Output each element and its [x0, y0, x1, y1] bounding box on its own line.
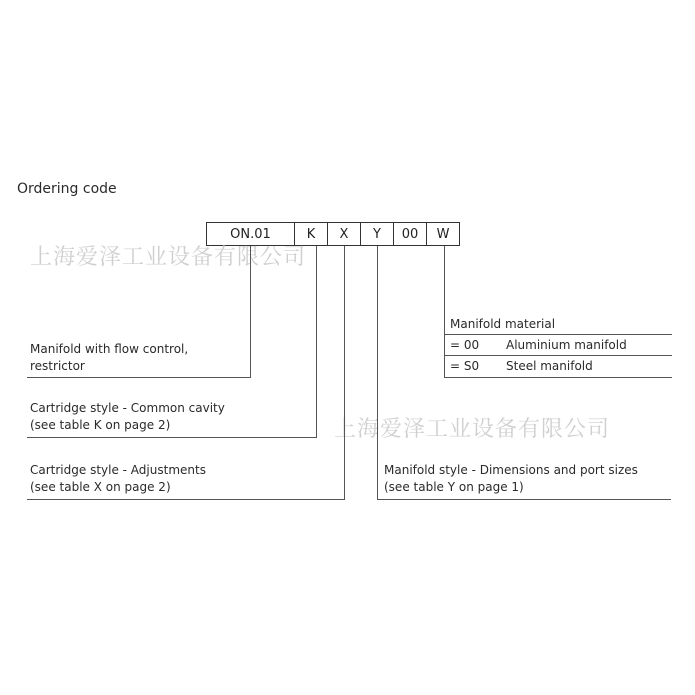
manifold-description-line1: Manifold with flow control, — [30, 342, 189, 356]
manifold-description — [30, 341, 188, 375]
material-code: = S0 — [450, 359, 480, 373]
manifold-material-heading-row — [444, 313, 672, 334]
manifold-style-line1: Manifold style - Dimensions and port sizes — [384, 463, 638, 477]
material-table-bottom-border — [444, 377, 672, 378]
material-table-left-border — [444, 334, 445, 378]
cartridge-adjust-line2: (see table X on page 2) — [30, 480, 171, 494]
manifold-style-description — [384, 462, 638, 496]
code-part-series: ON.01 — [206, 222, 295, 246]
code-part-x: X — [327, 222, 361, 246]
material-row — [444, 355, 672, 376]
code-part-y: Y — [360, 222, 394, 246]
manifold-style-line2: (see table Y on page 1) — [384, 480, 524, 494]
code-part-k: K — [294, 222, 328, 246]
material-code: = 00 — [450, 338, 480, 352]
manifold-description-line2: restrictor — [30, 359, 85, 373]
code-part-00: 00 — [393, 222, 427, 246]
code-part-w: W — [426, 222, 460, 246]
connector-y-horizontal — [377, 499, 671, 500]
connector-y-vertical — [377, 246, 378, 499]
watermark-top: 上海爱泽工业设备有限公司 — [30, 245, 307, 270]
connector-k-vertical — [316, 246, 317, 437]
connector-x-vertical — [344, 246, 345, 499]
cartridge-adjust-description — [30, 462, 206, 496]
connector-manifold-vertical — [250, 246, 251, 377]
connector-x-horizontal — [27, 499, 345, 500]
watermark-middle: 上海爱泽工业设备有限公司 — [334, 417, 611, 442]
cartridge-adjust-line1: Cartridge style - Adjustments — [30, 463, 206, 477]
manifold-material-table — [444, 313, 672, 376]
material-desc: Aluminium manifold — [506, 338, 627, 352]
manifold-material-heading: Manifold material — [450, 316, 556, 331]
connector-manifold-horizontal — [27, 377, 251, 378]
cartridge-common-line1: Cartridge style - Common cavity — [30, 401, 225, 415]
cartridge-common-description — [30, 400, 225, 434]
ordering-code-title: Ordering code — [17, 181, 117, 197]
cartridge-common-line2: (see table K on page 2) — [30, 418, 171, 432]
connector-k-horizontal — [27, 437, 317, 438]
material-desc: Steel manifold — [506, 359, 593, 373]
material-row — [444, 334, 672, 355]
